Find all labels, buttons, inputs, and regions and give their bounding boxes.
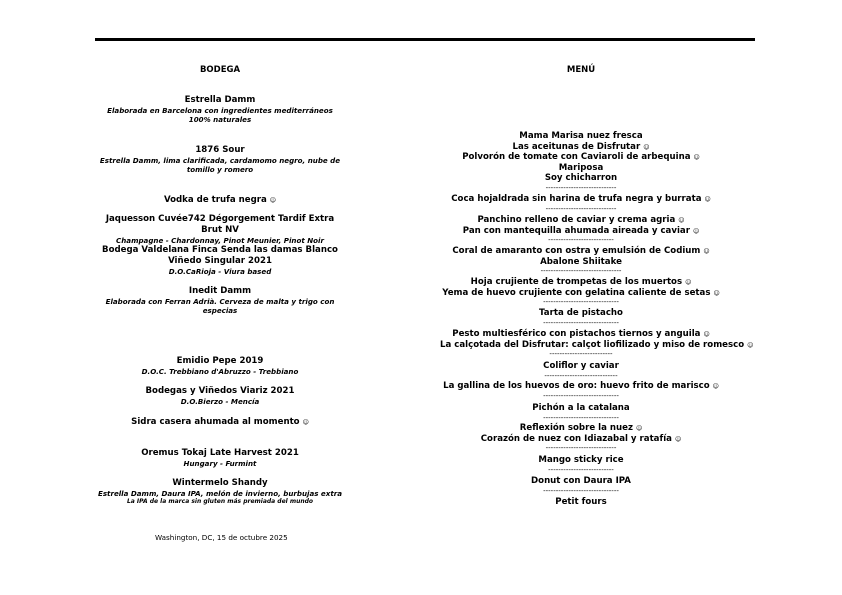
drink-inedit [95, 286, 345, 315]
smiley-icon: ☺ [703, 331, 710, 338]
separator: ---------------------------- [545, 205, 617, 213]
separator: ------------------------------ [543, 414, 619, 422]
separator: ----------------------------- [544, 372, 618, 380]
drink-desc: D.O.CaRioja - Viura based [168, 267, 272, 276]
menu-item: Hoja crujiente de trompetas de los muertos ☺ [470, 277, 692, 287]
separator: ---------------------------- [545, 444, 617, 452]
menu-item: Pesto multiesférico con pistachos tiernos y anguila ☺ [452, 329, 710, 339]
separator: -------------------------- [548, 236, 614, 244]
smiley-icon: ☺ [302, 419, 309, 426]
drink-name: Bodegas y Viñedos Viariz 2021 [145, 386, 295, 396]
menu-item: Mama Marisa nuez fresca [519, 131, 643, 141]
menu-item: Reflexión sobre la nuez ☺ [519, 423, 643, 433]
smiley-icon: ☺ [678, 217, 685, 224]
drink-desc: D.O.C. Trebbiano d'Abruzzo - Trebbiano [141, 367, 299, 376]
smiley-icon: ☺ [269, 197, 277, 204]
menu-item: La gallina de los huevos de oro: huevo frito de marisco ☺ [443, 381, 719, 391]
drink-desc: D.O.Bierzo - Mencía [180, 397, 260, 406]
drink-name: Sidra casera ahumada al momento [131, 417, 300, 427]
drink-1876-sour [95, 145, 345, 174]
menu-item: Pan con mantequilla ahumada aireada y caviar ☺ [462, 225, 700, 236]
menu-item: La calçotada del Disfrutar: calçot liofilizado y miso de romesco ☺ [440, 339, 754, 350]
drink-name: Bodega Valdelana Finca Senda las damas Blanco Viñedo Singular 2021 [102, 245, 338, 266]
menu-item: Panchino relleno de caviar y crema agria ☺ [477, 215, 685, 225]
separator: ---------------------------- [545, 184, 617, 192]
menu-item: Mariposa [558, 162, 604, 173]
separator: ------------------------------ [543, 298, 619, 306]
separator: -------------------------------- [540, 267, 622, 275]
drink-name: Jaquesson Cuvée742 Dégorgement Tardif Extra Brut NV [105, 214, 335, 235]
drink-sidra [95, 417, 345, 428]
smiley-icon: ☺ [635, 425, 643, 432]
smiley-icon: ☺ [674, 435, 682, 443]
menu-item: Petit fours [555, 497, 607, 507]
separator: ------------------------------ [543, 487, 619, 495]
smiley-icon: ☺ [704, 196, 711, 203]
drink-desc: Elaborada en Barcelona con ingredientes mediterráneos 100% naturales [107, 106, 333, 124]
drink-name: Estrella Damm [184, 95, 256, 105]
menu-item: Las aceitunas de Disfrutar ☺ [512, 141, 650, 152]
top-rule [95, 38, 755, 41]
drink-desc: Estrella Damm, Daura IPA, melón de invierno, burbujas extra [97, 489, 342, 498]
menu-item: Coliflor y caviar [543, 361, 619, 371]
drink-name: Oremus Tokaj Late Harvest 2021 [141, 448, 299, 458]
menu-item: Donut con Daura IPA [531, 476, 631, 486]
drink-name: Emidio Pepe 2019 [176, 356, 264, 366]
drink-desc: Estrella Damm, lima clarificada, cardamomo negro, nube de tomillo y romero [99, 156, 341, 174]
drink-desc: Hungary - Furmint [183, 459, 257, 468]
separator: ------------------------------ [543, 392, 619, 400]
drink-oremus [95, 448, 345, 468]
menu-item: Mango sticky rice [538, 455, 624, 465]
drink-name: Wintermelo Shandy [172, 478, 268, 488]
separator: ------------------------------ [543, 319, 619, 327]
smiley-icon: ☺ [703, 248, 710, 255]
drink-desc: Elaborada con Ferran Adrià. Cerveza de malta y trigo con especias [105, 297, 335, 315]
menu-item: Yema de huevo crujiente con gelatina caliente de setas ☺ [442, 287, 720, 298]
drink-valdelana [95, 245, 345, 276]
smiley-icon: ☺ [713, 289, 720, 297]
footer-date: Washington, DC, 15 de octubre 2025 [155, 533, 288, 542]
drink-viariz [95, 386, 345, 406]
bodega-heading: BODEGA [199, 65, 241, 75]
drink-name: Inedit Damm [188, 286, 252, 296]
smiley-icon: ☺ [747, 341, 754, 349]
smiley-icon: ☺ [693, 154, 700, 161]
smiley-icon: ☺ [685, 279, 692, 286]
drink-emidio-pepe [95, 356, 345, 376]
drink-name: 1876 Sour [195, 145, 245, 155]
smiley-icon: ☺ [643, 143, 650, 151]
menu-item: Soy chicharron [544, 173, 618, 183]
menu-item: Coral de amaranto con ostra y emulsión de Codium ☺ [452, 246, 710, 256]
smiley-icon: ☺ [692, 227, 700, 235]
drink-note: La IPA de la marca sin gluten más premiada del mundo [126, 498, 314, 505]
drink-name: Vodka de trufa negra [163, 195, 267, 205]
menu-item: Abalone Shiitake [540, 256, 622, 267]
drink-estrella-damm [95, 95, 345, 124]
menu-item: Pichón a la catalana [532, 403, 630, 413]
drink-desc: Champagne - Chardonnay, Pinot Meunier, Pinot Noir [116, 236, 324, 245]
drink-wintermelo-shandy [95, 478, 345, 506]
menu-heading: MENÚ [566, 65, 596, 75]
separator: -------------------------- [548, 466, 614, 474]
separator: ------------------------- [549, 350, 613, 358]
smiley-icon: ☺ [712, 383, 719, 390]
drink-jaquesson [95, 214, 345, 245]
menu-item: Polvorón de tomate con Caviaroli de arbequina ☺ [462, 152, 700, 162]
menu-item: Tarta de pistacho [539, 308, 623, 318]
drink-vodka [95, 195, 345, 206]
menu-item: Coca hojaldrada sin harina de trufa negra y burrata ☺ [451, 194, 711, 204]
menu-item: Corazón de nuez con Idiazabal y ratafía ☺ [480, 433, 682, 444]
